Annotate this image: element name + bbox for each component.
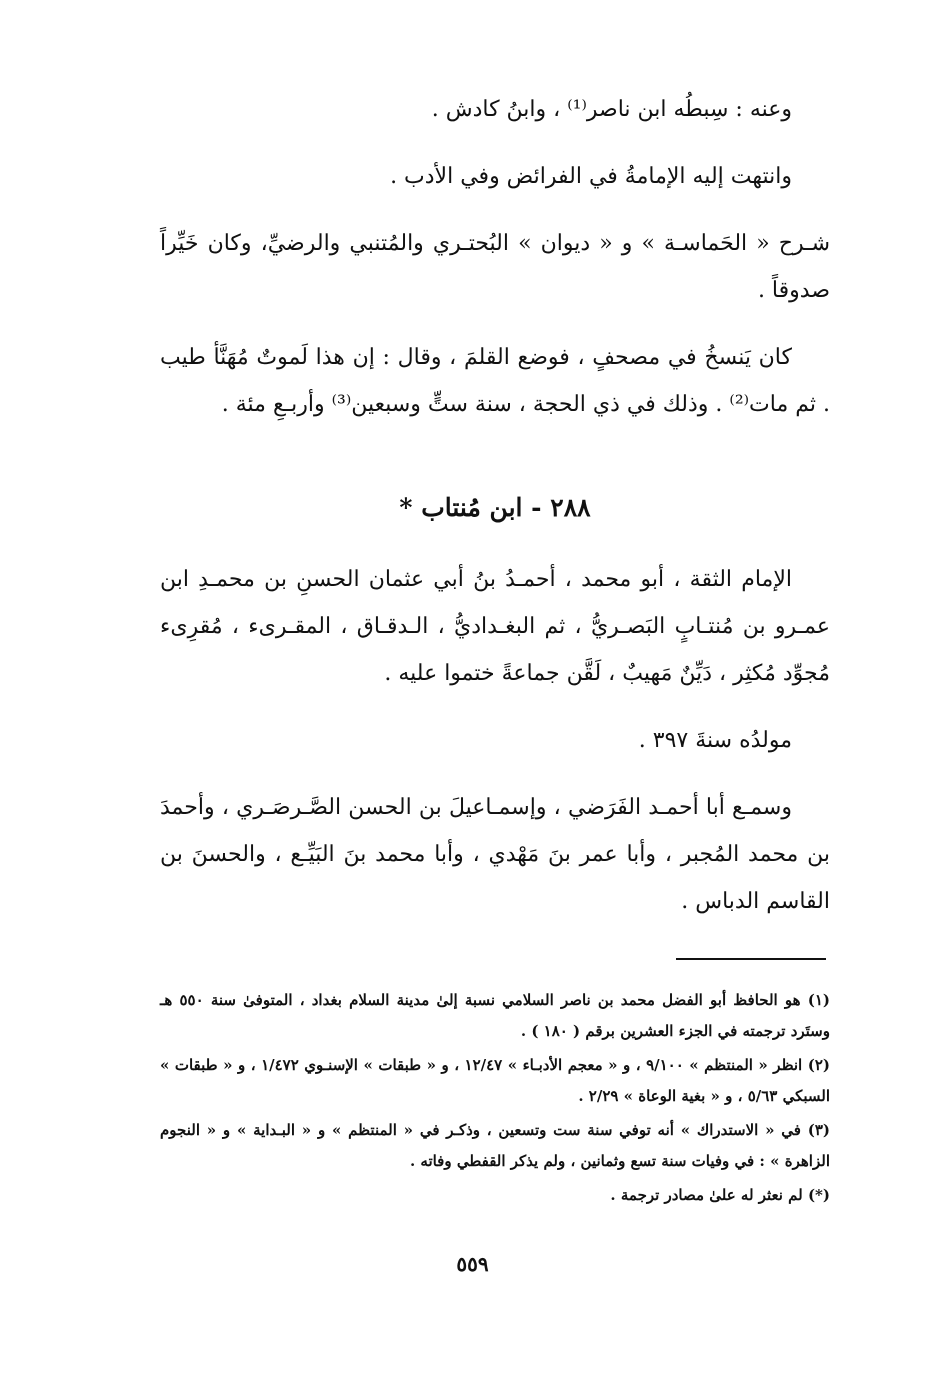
- footnotes: [160, 985, 830, 1214]
- entry-heading: ٢٨٨ - ابن مُنتاب *: [399, 493, 591, 522]
- paragraph: مولدُه سنةَ ٣٩٧ .: [638, 728, 792, 753]
- paragraph: وسمـع أبا أحمـد الفَرَضي ، وإسمـاعيلَ بن الحسن الصَّـرصَـري ، وأحمدَ بن محمد المُجبر ، وأبا عمر بنَ مَهْدي ، وأبا محمد بنَ البَيِّـع ، والحسنَ بن القاسم الدباس .: [160, 795, 830, 914]
- entry-body: [160, 556, 830, 945]
- footnote: (١) هو الحافظ أبو الفضل محمد بن ناصر السلامي نسبة إلىٰ مدينة السلام بغداد ، المتوفىٰ سنة ٥٥٠ هـ وستَرد ترجمته في الجزء العشرين برقم ( ١٨٠ ) .: [160, 991, 831, 1040]
- paragraph: وعنه : سِبطُه ابن ناصر⁽¹⁾ ، وابنُ كادش .: [431, 97, 792, 122]
- previous-entry-text: [160, 86, 830, 448]
- page-number: ٥٥٩: [456, 1252, 489, 1276]
- paragraph: الإمام الثقة ، أبو محمد ، أحمـدُ بنُ أبي عثمان الحسنِ بن محمـدِ ابن عمـرو بن مُنتـابٍ البَصـريُّ ، ثم البغـداديُّ ، الـدقـاق ، المقـرىء ، مُقرِىء مُجوِّد مُكثِر ، دَيِّنٌ مَهيبٌ ، لَقَّن جماعةً ختموا عليه .: [160, 567, 830, 686]
- paragraph: وانتهت إليه الإمامةُ في الفرائض وفي الأدب .: [390, 164, 792, 189]
- footnote-separator: [676, 958, 826, 960]
- footnote: (٣) في « الاستدراك » أنه توفي سنة ست وتسعين ، وذكـر في « المنتظم » و « البـداية » و « النجوم الزاهرة » : في وفيات سنة تسع وثمانين ، ولم يذكر القفطي وفاته .: [160, 1121, 830, 1170]
- footnote: (*) لم نعثر له علىٰ مصادر ترجمة .: [610, 1186, 830, 1204]
- footnote: (٢) انظر « المنتظم » ٩/١٠٠ ، و « معجم الأدبـاء » ١٢/٤٧ ، و « طبقات » الإسنـوي ١/٤٧٢ ، و « طبقات » السبكي ٥/٦٣ ، و « بغية الوعاة » ٢/٢٩ .: [160, 1056, 830, 1105]
- paragraph: شـرح « الحَماسـة » و « ديوان » البُحتـري والمُتنبي والرضيِّ، وكان خَيِّراً صدوقاً .: [160, 231, 830, 303]
- paragraph: كان يَنسخُ في مصحفٍ ، فوضع القلمَ ، وقال : إن هذا لَموتٌ مُهَنَّأ طيب . ثم مات⁽²⁾ . وذلك في ذي الحجة ، سنة ستٍّ وسبعين⁽³⁾ وأربـعِ مئة .: [160, 345, 830, 417]
